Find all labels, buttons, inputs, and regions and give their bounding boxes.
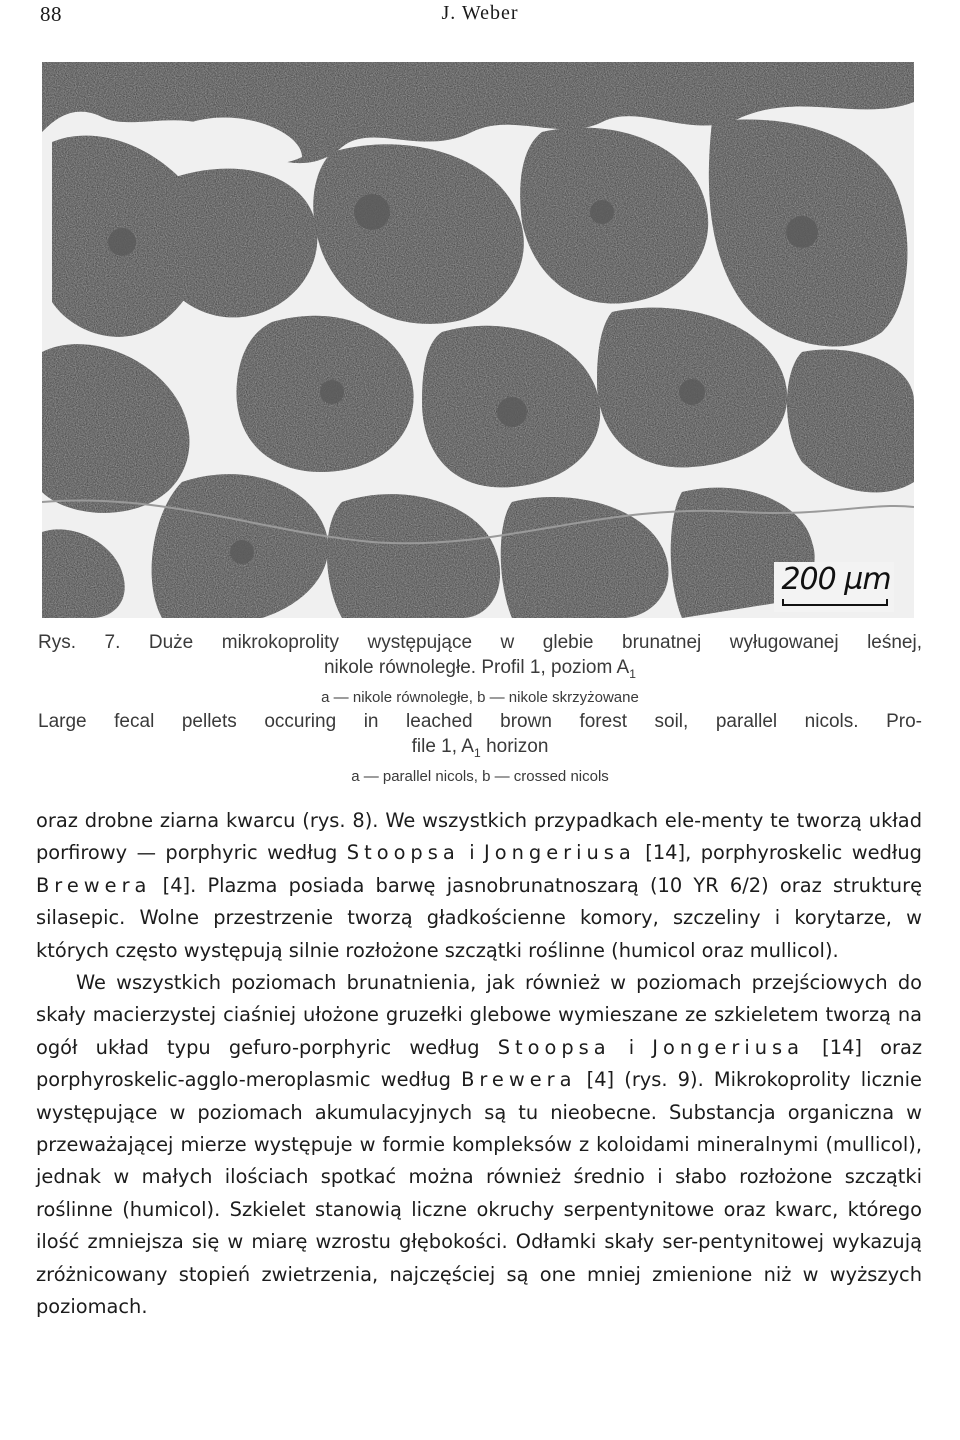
scale-bar-label: 200 µm xyxy=(781,562,891,597)
caption-pl-line3: a — nikole równoległe, b — nikole skrzyżowane xyxy=(321,688,639,706)
scale-bar xyxy=(774,562,894,612)
paragraph-1: oraz drobne ziarna kwarcu (rys. 8). We wszystkich przypadkach ele-menty te tworzą układ porfirowy — porphyric według Stoopsa i Jongeriusa [14], porphyroskelic według Brewera [4]. Plazma posiada barwę jasnobrunatnoszarą (10 YR 6/2) oraz strukturę silasepic. Wolne przestrzenie tworzą gładkościenne komory, szczeliny i korytarze, w których często występują silnie rozłożone szczątki roślinne (humicol oraz mullicol). xyxy=(36,809,922,962)
author-stoops: Stoopsa xyxy=(346,841,460,865)
author-brewer: Brewera xyxy=(36,873,152,897)
body-text xyxy=(36,805,922,1324)
author-brewer: Brewera xyxy=(461,1068,577,1092)
scale-bar-line xyxy=(782,599,888,606)
paragraph-2: We wszystkich poziomach brunatnienia, jak również w poziomach przejściowych do skały macierzystej ciaśniej ułożone gruzełki glebowe wymieszane ze szkieletem tworzą na ogół układ typu gefuro-porphyric według Stoopsa i Jongeriusa [14] oraz porphyroskelic-agglo-meroplasmic według Brewera [4] (rys. 9). Mikrokoprolity licznie występujące w poziomach akumulacyjnych są tu nieobecne. Substancja organiczna w przeważającej mierze występuje w formie kompleksów z koloidami mineralnymi (mullicol), jednak w małych ilościach spotkać można również średnio i słabo rozłożone szczątki roślinne (humicol). Szkielet stanowią liczne okruchy serpentynitowe oraz kwarc, którego ilość zmniejsza się w miarę wzrostu głębokości. Odłamki skały ser-pentynitowej wykazują zróżnicowany stopień zwietrzenia, najczęściej są one mniej zmienione niż w wyższych poziomach. xyxy=(36,971,922,1319)
caption-en-line2: file 1, $A_1$ horizon xyxy=(411,735,549,760)
author-stoops: Stoopsa xyxy=(497,1035,611,1059)
author-jongerius: Jongeriusa xyxy=(652,1035,805,1059)
figure-caption xyxy=(38,630,922,788)
running-head: J. Weber xyxy=(441,2,519,24)
caption-en-line1: Large fecal pellets occuring in leached brown forest soil, parallel nicols. Pro- xyxy=(38,710,922,732)
caption-pl-line2: nikole równoległe. Profil 1, poziom $A_1$ xyxy=(323,657,637,681)
micrograph-figure xyxy=(42,62,914,618)
page-number: 88 xyxy=(40,2,62,26)
author-jongerius: Jongeriusa xyxy=(484,841,636,865)
caption-en-line3: a — parallel nicols, b — crossed nicols xyxy=(351,767,609,785)
caption-pl-line1: Rys. 7. Duże mikrokoprolity występujące w glebie brunatnej wyługowanej leśnej, xyxy=(38,632,922,653)
micrograph-image xyxy=(42,62,914,618)
